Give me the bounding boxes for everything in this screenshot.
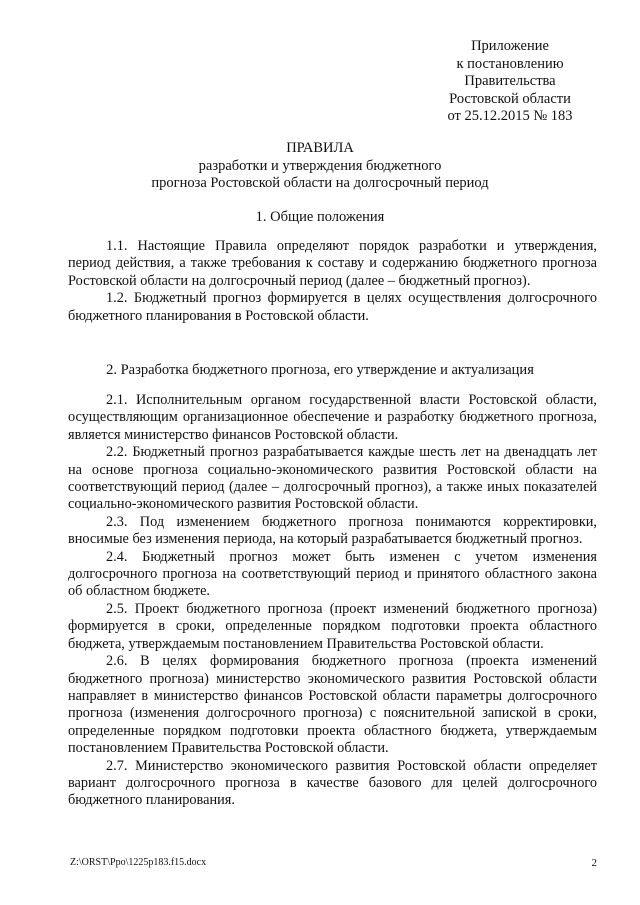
title-subtitle-line-2: прогноза Ростовской области на долгосрочный период [151,175,489,191]
appendix-line: Приложение [471,38,549,54]
appendix-header [420,38,600,126]
paragraph-2-6: 2.6. В целях формирования бюджетного прогноза (проекта изменений бюджетного прогноза) министерство экономического развития Ростовской области направляет в министерство финансов Ростовской области параметры долгосрочного прогноза (изменения долгосрочного прогноза) с пояснительной запиской в сроки, определенные порядком подготовки проекта областного бюджета, утверждаемым постановлением Правительства Ростовской области. [68,653,597,757]
document-title [60,140,580,193]
section-2-heading: 2. Разработка бюджетного прогноза, его утверждение и актуализация [106,362,534,378]
paragraph-2-5: 2.5. Проект бюджетного прогноза (проект изменений бюджетного прогноза) формируется в сроки, определенные порядком подготовки проекта областного бюджета, утверждаемым постановлением Правительства Ростовской области. [68,600,597,652]
section-2-body [68,392,597,810]
title-subtitle-line-1: разработки и утверждения бюджетного [198,157,442,174]
section-1-heading: 1. Общие положения [255,209,385,225]
page-number: 2 [591,857,597,869]
section-1-body [68,238,597,325]
paragraph-2-2: 2.2. Бюджетный прогноз разрабатывается каждые шесть лет на двенадцать лет на основе прогноза социально-экономического развития Ростовской области на соответствующий период (далее – долгосрочный прогноз), а также иных показателей социально-экономического развития Ростовской области. [68,444,597,513]
paragraph-2-4: 2.4. Бюджетный прогноз может быть изменен с учетом изменения долгосрочного прогноза на соответствующий период и принятого областного закона об областном бюджете. [68,548,597,600]
appendix-line: от 25.12.2015 № 183 [447,108,573,124]
appendix-line: к постановлению [456,55,564,72]
paragraph-1-1: 1.1. Настоящие Правила определяют порядок разработки и утверждения, период действия, а также требования к составу и содержанию бюджетного прогноза Ростовской области на долгосрочный период (далее – бюджетный прогноз). [68,238,597,289]
paragraph-2-7: 2.7. Министерство экономического развития Ростовской области определяет вариант долгосрочного прогноза в качестве базового для целей долгосрочного бюджетного планирования. [68,757,597,809]
paragraph-2-3: 2.3. Под изменением бюджетного прогноза понимаются корректировки, вносимые без изменения периода, на который разрабатывается бюджетный прогноз. [68,513,597,548]
appendix-line: Правительства [464,73,556,89]
appendix-line: Ростовской области [449,90,571,107]
paragraph-2-1: 2.1. Исполнительным органом государственной власти Ростовской области, осуществляющим организационное обеспечение и разработку бюджетного прогноза, является министерство финансов Ростовской области. [68,392,597,443]
paragraph-1-2: 1.2. Бюджетный прогноз формируется в целях осуществления долгосрочного бюджетного планирования в Ростовской области. [68,290,597,324]
page-footer [70,856,597,870]
title-main: ПРАВИЛА [286,140,354,156]
file-path: Z:\ORST\Ppo\1225p183.f15.docx [70,857,207,868]
